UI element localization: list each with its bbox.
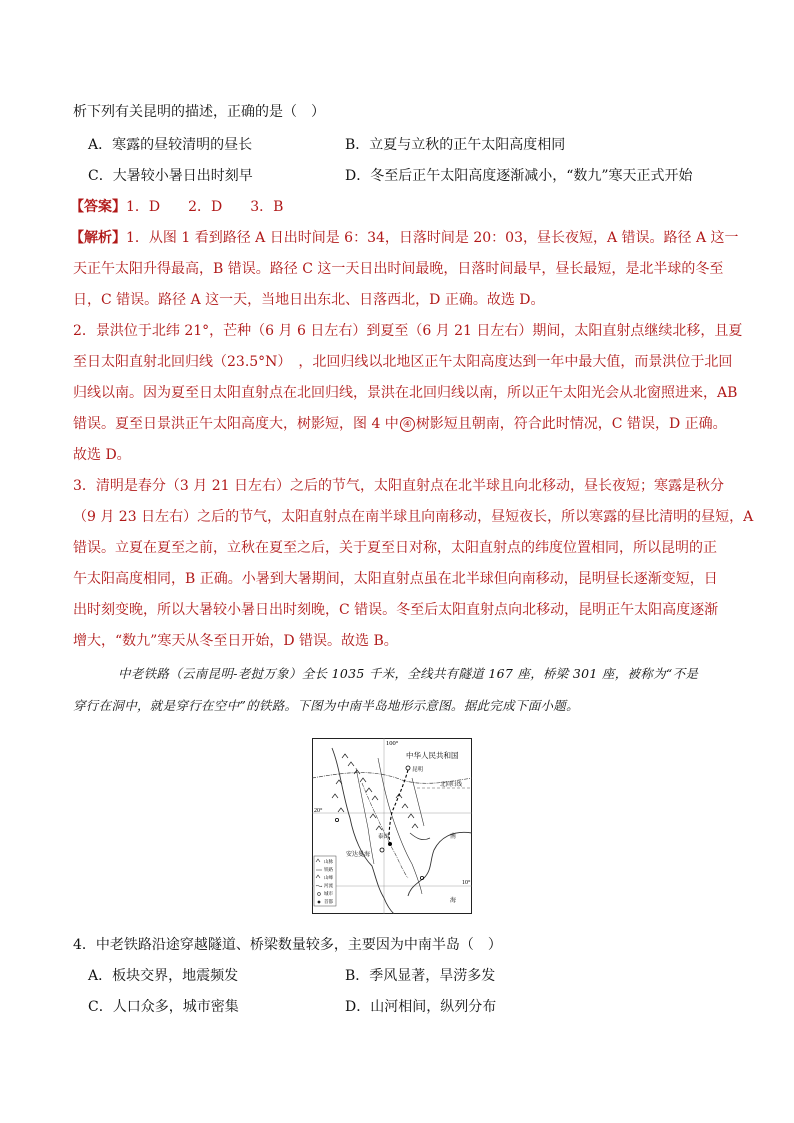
analysis-p3-line-3: 错误。立夏在夏至之前，立秋在夏至之后，关于夏至日对称，太阳直射点的纬度位置相同，所以昆明的正 (73, 540, 717, 556)
analysis-p2-line-1: 2．景洪位于北纬 21°，芒种（6 月 6 日左右）到夏至（6 月 21 日左右）期间，太阳直射点继续北移，且夏 (73, 323, 743, 339)
analysis-p3-line-5: 出时刻变晚，所以大暑较小暑日出时刻晚，C 错误。冬至后太阳直射点向北移动，昆明正午太阳高度逐渐 (73, 602, 719, 618)
material-line-1: 中老铁路（云南昆明-老挝万象）全长 1035 千米，全线共有隧道 167 座，桥梁 301 座，被称为“不是 (118, 666, 699, 681)
q4-option-b: B．季风显著，旱涝多发 (345, 968, 496, 984)
label-100e: 100° (386, 740, 399, 747)
legend-item: 河流 (324, 883, 333, 888)
material-line-2: 穿行在洞中，就是穿行在空中”的铁路。下图为中南半岛地形示意图。据此完成下面小题。 (73, 698, 579, 713)
answer-line (70, 197, 283, 217)
question-3-stem: 析下列有关昆明的描述，正确的是（ ） (73, 104, 325, 120)
label-10n: 10° (462, 880, 471, 886)
q3-option-a: A．寒露的昼较清明的昼长 (88, 137, 253, 153)
analysis-p3-line-1: 3．清明是春分（3 月 21 日左右）之后的节气，太阳直射点在北半球且向北移动，昼长夜短；寒露是秋分 (73, 478, 724, 494)
analysis-p1-line-2: 天正午太阳升得最高，B 错误。路径 C 这一天日出时间最晚，日落时间最早，昼长最短，是北半球的冬至 (73, 261, 724, 277)
analysis-p2-line-3: 归线以南。因为夏至日太阳直射点在北回归线，景洪在北回归线以南，所以正午太阳光会从北窗照进来，AB (73, 385, 738, 401)
analysis-p3-line-6: 增大，“数九”寒天从冬至日开始，D 错误。故选 B。 (73, 633, 398, 649)
indochina-terrain-map (312, 738, 472, 914)
q3-option-d: D．冬至后正午太阳高度逐渐减小，“数九”寒天正式开始 (345, 168, 693, 184)
q4-option-a: A．板块交界，地震频发 (88, 968, 239, 984)
analysis-p2-line-4-a: 错误。夏至日景洪正午太阳高度大，树影短，图 4 中 (73, 416, 399, 432)
label-hai: 海 (450, 898, 457, 904)
label-andaman: 安达曼海 (346, 852, 371, 858)
question-4-stem: 4．中老铁路沿途穿越隧道、桥梁数量较多，主要因为中南半岛（ ） (73, 937, 502, 953)
analysis-p1-line-3: 日，C 错误。路径 A 这一天，当地日出东北、日落西北，D 正确。故选 D。 (73, 292, 545, 308)
analysis-line (70, 228, 739, 248)
analysis-p2-line-5: 故选 D。 (73, 447, 131, 463)
answer-tag: 【答案】 (70, 199, 126, 215)
q3-option-b: B．立夏与立秋的正午太阳高度相同 (345, 137, 566, 153)
label-20n: 20° (314, 808, 323, 814)
analysis-p3-line-4: 午太阳高度相同，B 正确。小暑到大暑期间，太阳直射点虽在北半球但向南移动，昆明昼长逐渐变短，日 (73, 571, 718, 587)
q3-option-c: C．大暑较小暑日出时刻早 (88, 168, 253, 184)
legend-item: 铁路 (324, 867, 333, 872)
legend-item: 城市 (324, 891, 333, 896)
circled-number-four: ④ (400, 417, 415, 432)
label-kunming: 昆明 (412, 767, 424, 773)
label-nan: 南 (450, 834, 457, 840)
analysis-tag: 【解析】 (70, 230, 126, 246)
label-tropic: 北回归线 (440, 782, 463, 788)
q4-option-d: D．山河相间，纵列分布 (345, 999, 497, 1015)
legend-item: 首都 (324, 899, 333, 904)
analysis-p2-line-4-b: 树影短且朝南，符合此时情况，C 错误，D 正确。 (415, 416, 727, 432)
label-thailand: 泰国 (378, 834, 390, 840)
legend-item: 山峰 (324, 875, 333, 880)
analysis-p3-line-2: （9 月 23 日左右）之后的节气，太阳直射点在南半球且向南移动，昼短夜长，所以寒露的昼比清明的昼短，A (73, 509, 754, 525)
answer-text: 1．D 2．D 3．B (126, 199, 284, 215)
legend-item: 山脉 (324, 859, 333, 864)
analysis-p1-line-1: 1．从图 1 看到路径 A 日出时间是 6：34，日落时间是 20：03，昼长夜短，A 错误。路径 A 这一 (126, 230, 739, 246)
analysis-p2-line-4 (73, 414, 727, 434)
label-china: 中华人民共和国 (406, 751, 459, 760)
q4-option-c: C．人口众多，城市密集 (88, 999, 239, 1015)
analysis-p2-line-2: 至日太阳直射北回归线（23.5°N） ，北回归线以北地区正午太阳高度达到一年中最大值，而景洪位于北回 (73, 354, 733, 370)
